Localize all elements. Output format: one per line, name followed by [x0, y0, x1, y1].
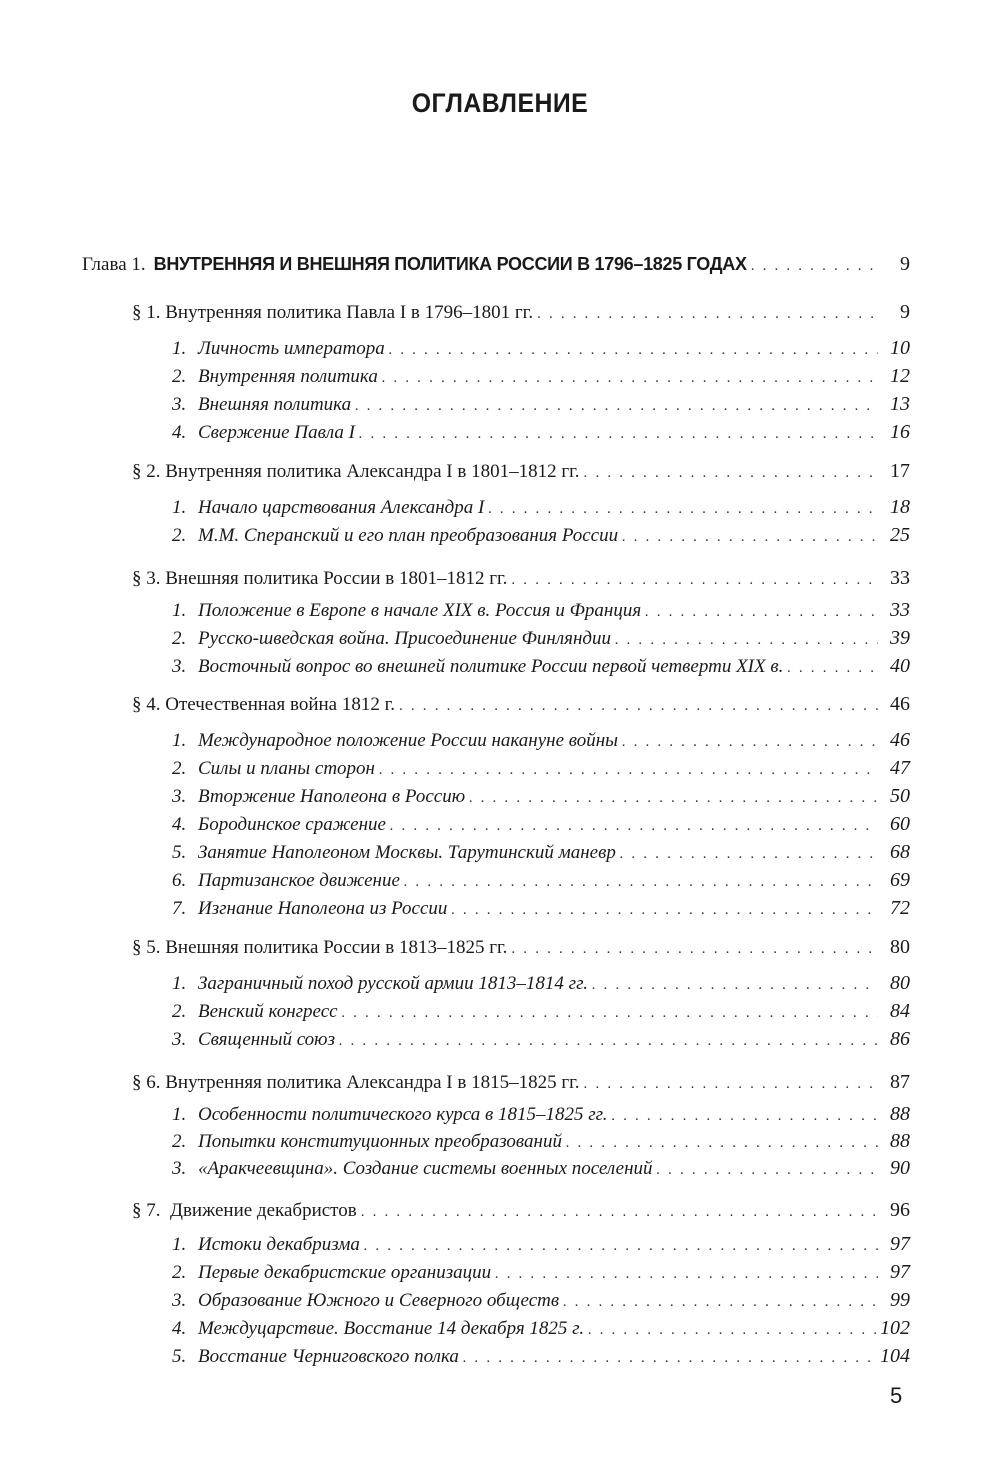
- page-number: 86: [890, 1028, 910, 1050]
- toc-item[interactable]: [172, 756, 910, 780]
- toc-item[interactable]: [172, 1102, 910, 1126]
- dot-leader: [404, 870, 878, 894]
- toc-item[interactable]: [172, 1232, 910, 1256]
- toc-section-5[interactable]: [132, 935, 910, 959]
- toc-item[interactable]: [172, 598, 910, 622]
- item-label: Священный союз: [198, 1029, 335, 1050]
- toc-item[interactable]: [172, 336, 910, 360]
- page-number: 33: [890, 599, 910, 621]
- page-number: 16: [890, 421, 910, 443]
- dot-leader: [390, 814, 878, 838]
- toc-item[interactable]: [172, 728, 910, 752]
- item-label: Особенности политического курса в 1815–1825 гг.: [198, 1104, 608, 1125]
- dot-leader: [537, 302, 878, 326]
- item-number: 3.: [172, 394, 187, 415]
- toc-item[interactable]: [172, 784, 910, 808]
- toc-item[interactable]: [172, 523, 910, 547]
- item-number: 4.: [172, 422, 187, 443]
- dot-leader: [620, 842, 878, 866]
- page-number: 46: [890, 729, 910, 751]
- chapter-prefix: Глава 1.: [82, 254, 146, 275]
- item-number: 1.: [172, 338, 187, 359]
- folio-page-number: 5: [890, 1383, 903, 1408]
- dot-leader: [584, 1072, 878, 1096]
- dot-leader: [389, 338, 878, 362]
- toc-item[interactable]: [172, 392, 910, 416]
- dot-leader: [588, 1318, 876, 1342]
- page-number: 102: [880, 1317, 910, 1339]
- toc-item[interactable]: [172, 971, 910, 995]
- toc-item[interactable]: [172, 999, 910, 1023]
- item-label: Внешняя политика: [198, 394, 352, 415]
- page-number: 97: [890, 1261, 910, 1283]
- item-label: Истоки декабризма: [198, 1234, 360, 1255]
- item-label: М.М. Сперанский и его план преобразования России: [198, 525, 619, 546]
- item-number: 2.: [172, 366, 187, 387]
- item-label: Восточный вопрос во внешней политике России первой четверти XIX в.: [198, 656, 784, 677]
- section-label: § 2. Внутренняя политика Александра I в 1801–1812 гг.: [132, 461, 580, 482]
- dot-leader: [339, 1029, 878, 1053]
- item-label: Вторжение Наполеона в Россию: [198, 786, 466, 807]
- toc-item[interactable]: [172, 1156, 910, 1180]
- toc-item[interactable]: [172, 1344, 910, 1368]
- item-number: 3.: [172, 1029, 187, 1050]
- item-number: 3.: [172, 656, 187, 677]
- dot-leader: [592, 973, 878, 997]
- page-number: 97: [890, 1233, 910, 1255]
- dot-leader: [355, 394, 878, 418]
- item-number: 3.: [172, 786, 187, 807]
- page-number: 12: [890, 365, 910, 387]
- toc-item[interactable]: [172, 654, 910, 678]
- toc-item[interactable]: [172, 868, 910, 892]
- dot-leader: [488, 497, 878, 521]
- section-label: § 7. Движение декабристов: [132, 1200, 357, 1221]
- item-label: Свержение Павла I: [198, 422, 355, 443]
- dot-leader: [379, 758, 878, 782]
- item-label: Положение в Европе в начале XIX в. Россия и Франция: [198, 600, 642, 621]
- page-number: 88: [890, 1103, 910, 1125]
- item-label: Личность императора: [198, 338, 385, 359]
- item-number: 2.: [172, 525, 187, 546]
- dot-leader: [451, 898, 878, 922]
- dot-leader: [657, 1158, 878, 1182]
- dot-leader: [622, 525, 878, 549]
- toc-section-3[interactable]: [132, 566, 910, 590]
- item-label: «Аракчеевщина». Создание системы военных поселений: [198, 1158, 653, 1179]
- page-number: 47: [890, 757, 910, 779]
- item-number: 1.: [172, 600, 187, 621]
- page-number: 80: [890, 936, 910, 958]
- item-number: 3.: [172, 1290, 187, 1311]
- dot-leader: [463, 1346, 876, 1370]
- item-number: 7.: [172, 898, 187, 919]
- toc-item[interactable]: [172, 840, 910, 864]
- item-number: 2.: [172, 1001, 187, 1022]
- toc-section-6[interactable]: [132, 1070, 910, 1094]
- dot-leader: [364, 1234, 878, 1258]
- item-number: 3.: [172, 1158, 187, 1179]
- dot-leader: [495, 1262, 878, 1286]
- item-number: 1.: [172, 730, 187, 751]
- dot-leader: [622, 730, 878, 754]
- dot-leader: [615, 628, 878, 652]
- page-number: 9: [900, 301, 910, 323]
- page-number: 39: [890, 627, 910, 649]
- toc-item[interactable]: [172, 896, 910, 920]
- item-number: 2.: [172, 758, 187, 779]
- section-label: § 5. Внешняя политика России в 1813–1825 гг.: [132, 937, 508, 958]
- page-number: 9: [900, 253, 910, 275]
- toc-item[interactable]: [172, 626, 910, 650]
- dot-leader: [612, 1104, 878, 1128]
- toc-item[interactable]: [172, 1288, 910, 1312]
- item-label: Международное положение России накануне войны: [198, 730, 619, 751]
- page-number: 88: [890, 1130, 910, 1152]
- item-number: 2.: [172, 1262, 187, 1283]
- item-label: Венский конгресс: [198, 1001, 338, 1022]
- page-number: 10: [890, 337, 910, 359]
- item-number: 2.: [172, 628, 187, 649]
- section-label: § 1. Внутренняя политика Павла I в 1796–1801 гг.: [132, 302, 534, 323]
- item-number: 5.: [172, 842, 187, 863]
- item-number: 1.: [172, 1104, 187, 1125]
- item-label: Восстание Черниговского полка: [198, 1346, 459, 1367]
- page-number: 99: [890, 1289, 910, 1311]
- item-number: 4.: [172, 1318, 187, 1339]
- page-number: 33: [890, 567, 910, 589]
- toc-item[interactable]: [172, 1260, 910, 1284]
- item-label: Первые декабристские организации: [198, 1262, 492, 1283]
- page-title: ОГЛАВЛЕНИЕ: [411, 88, 589, 118]
- toc-section-4[interactable]: [132, 692, 910, 716]
- dot-leader: [563, 1290, 878, 1314]
- dot-leader: [382, 366, 878, 390]
- toc-section-1[interactable]: [132, 300, 910, 324]
- item-number: 6.: [172, 870, 187, 891]
- page-number: 72: [890, 897, 910, 919]
- toc-item[interactable]: [172, 1316, 910, 1340]
- page-number: 60: [890, 813, 910, 835]
- page-number: 80: [890, 972, 910, 994]
- item-number: 1.: [172, 1234, 187, 1255]
- item-label: Заграничный поход русской армии 1813–1814 гг.: [198, 973, 589, 994]
- page-number: 25: [890, 524, 910, 546]
- item-label: Внутренняя политика: [198, 366, 378, 387]
- item-label: Русско-шведская война. Присоединение Финляндии: [198, 628, 611, 649]
- toc-section-7[interactable]: [132, 1198, 910, 1222]
- item-number: 1.: [172, 497, 187, 518]
- toc-item[interactable]: [172, 364, 910, 388]
- dot-leader: [511, 568, 878, 592]
- item-label: Изгнание Наполеона из России: [198, 898, 448, 919]
- dot-leader: [399, 694, 878, 718]
- page-number: 84: [890, 1000, 910, 1022]
- page-number: 68: [890, 841, 910, 863]
- item-number: 4.: [172, 814, 187, 835]
- section-label: § 4. Отечественная война 1812 г.: [132, 694, 395, 715]
- page-number: 46: [890, 693, 910, 715]
- item-number: 5.: [172, 1346, 187, 1367]
- dot-leader: [511, 937, 878, 961]
- page-number: 96: [890, 1199, 910, 1221]
- item-label: Начало царствования Александра I: [198, 497, 485, 518]
- item-label: Образование Южного и Северного обществ: [198, 1290, 560, 1311]
- item-label: Партизанское движение: [198, 870, 400, 891]
- section-label: § 6. Внутренняя политика Александра I в 1815–1825 гг.: [132, 1072, 580, 1093]
- page-number: 104: [880, 1345, 910, 1367]
- page-number: 18: [890, 496, 910, 518]
- toc-item[interactable]: [172, 495, 910, 519]
- page-number: 90: [890, 1157, 910, 1179]
- dot-leader: [751, 254, 878, 278]
- toc-item[interactable]: [172, 1027, 910, 1051]
- toc-chapter-1[interactable]: [82, 252, 910, 276]
- dot-leader: [469, 786, 878, 810]
- dot-leader: [584, 461, 878, 485]
- page-number: 13: [890, 393, 910, 415]
- section-label: § 3. Внешняя политика России в 1801–1812 гг.: [132, 568, 508, 589]
- dot-leader: [787, 656, 878, 680]
- toc-item[interactable]: [172, 420, 910, 444]
- page-number: 40: [890, 655, 910, 677]
- chapter-title: ВНУТРЕННЯЯ И ВНЕШНЯЯ ПОЛИТИКА РОССИИ В 1796–1825 ГОДАХ: [153, 254, 747, 274]
- item-number: 2.: [172, 1131, 187, 1152]
- item-label: Бородинское сражение: [198, 814, 386, 835]
- item-label: Попытки конституционных преобразований: [198, 1131, 562, 1152]
- item-label: Силы и планы сторон: [198, 758, 375, 779]
- dot-leader: [361, 1200, 878, 1224]
- dot-leader: [645, 600, 878, 624]
- page-number: 17: [890, 460, 910, 482]
- page-number: 87: [890, 1071, 910, 1093]
- dot-leader: [359, 422, 878, 446]
- toc-item[interactable]: [172, 1129, 910, 1153]
- dot-leader: [342, 1001, 878, 1025]
- toc-item[interactable]: [172, 812, 910, 836]
- item-number: 1.: [172, 973, 187, 994]
- page-number: 50: [890, 785, 910, 807]
- page-number: 69: [890, 869, 910, 891]
- toc-section-2[interactable]: [132, 459, 910, 483]
- dot-leader: [566, 1131, 878, 1155]
- item-label: Занятие Наполеоном Москвы. Тарутинский маневр: [198, 842, 616, 863]
- item-label: Междуцарствие. Восстание 14 декабря 1825 г.: [198, 1318, 585, 1339]
